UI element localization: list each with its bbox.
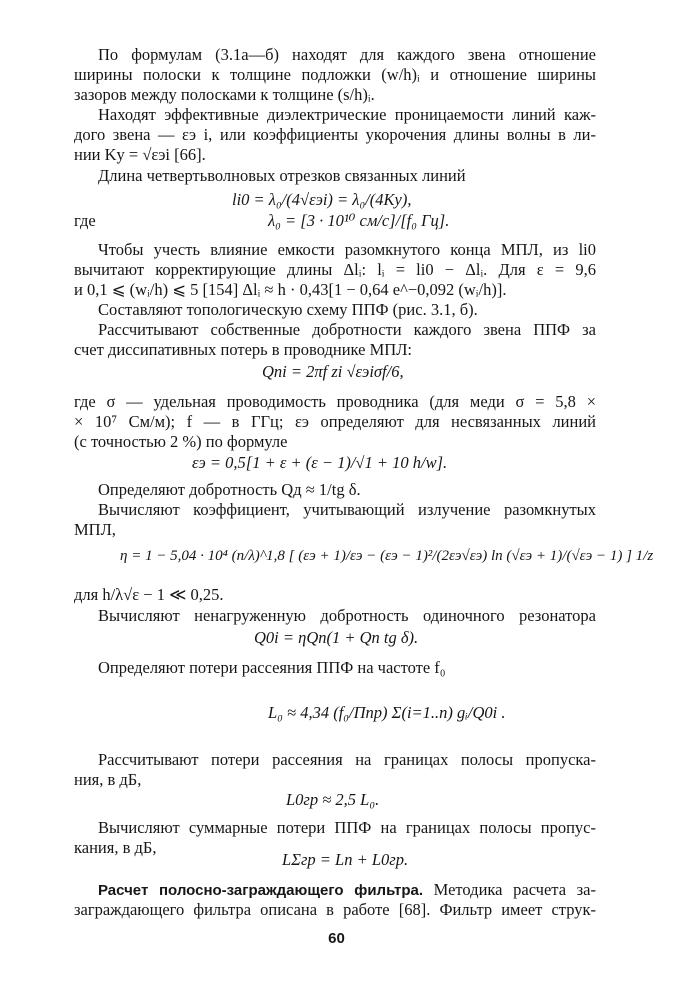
text-line: По формулам (3.1а—б) находят для каждого звена отношение [98,45,596,64]
text-line: нии Kу = √εэi [66]. [74,145,206,164]
formula-lambda0: λ₀ = [3 · 10¹⁰ см/с]/[f₀ Гц]. [268,211,450,230]
text-line: ния, в дБ, [74,770,142,789]
formula-l-0gr: L0гр ≈ 2,5 L₀. [286,790,380,809]
formula-l-sum: LΣгр = Ln + L0гр. [282,850,409,869]
text-line: вычитают корректирующие длины Δlᵢ: lᵢ = li0 − Δlᵢ. Для ε = 9,6 [74,260,596,279]
text-line: Рассчитывают потери рассеяния на границах полосы пропуска- [98,750,596,769]
text-line: зазоров между полосками к толщине (s/h)ᵢ. [74,85,375,104]
text-line: Составляют топологическую схему ППФ (рис. 3.1, б). [98,300,478,319]
text-line: кания, в дБ, [74,838,157,857]
text-line: ширины полоски к толщине подложки (w/h)ᵢ и отношение ширины [74,65,596,84]
text-line: Длина четвертьволновых отрезков связанных линий [98,166,466,185]
text-line: Определяют потери рассеяния ППФ на частоте f₀ [98,658,446,677]
text-line: счет диссипативных потерь в проводнике МПЛ: [74,340,412,359]
text-line [74,880,596,901]
text-line: Чтобы учесть влияние емкости разомкнутого конца МПЛ, из li0 [98,240,596,259]
formula-eta: η = 1 − 5,04 · 10⁴ (n/λ)^1,8 [ (εэ + 1)/εэ − (εэ − 1)²/(2εэ√εэ) ln (√εэ + 1)/(√εэ − 1) ] 1/z [120,548,654,564]
text-line: и 0,1 ⩽ (wᵢ/h) ⩽ 5 [154] Δlᵢ ≈ h · 0,43[1 − 0,64 e^−0,092 (wᵢ/h)]. [74,280,507,299]
formula-l-i0: li0 = λ₀/(4√εэi) = λ₀/(4Kу), [232,190,412,209]
text-line: для h/λ√ε − 1 ≪ 0,25. [74,585,224,604]
heading-tail: Методика расчета за- [423,880,597,899]
text-line: где [74,211,96,230]
formula-q-0i: Q0i = ηQп(1 + Qп tg δ). [254,628,419,647]
page-number: 60 [328,930,345,947]
text-line: Рассчитывают собственные добротности каждого звена ППФ за [98,320,596,339]
text-line: где σ — удельная проводимость проводника (для меди σ = 5,8 × [74,392,596,411]
text-line: дого звена — εэ i, или коэффициенты укорочения длины волны в ли- [74,125,596,144]
text-line: Вычисляют коэффициент, учитывающий излучение разомкнутых [98,500,596,519]
text-line: (с точностью 2 %) по формуле [74,432,288,451]
formula-q-pi: Qпi = 2πf zi √εэiσf/6, [262,362,404,381]
text-line: × 10⁷ См/м); f — в ГГц; εэ определяют для несвязанных линий [74,412,596,431]
text-line: Вычисляют суммарные потери ППФ на границах полосы пропус- [98,818,596,837]
text-line: МПЛ, [74,520,116,539]
text-line: Вычисляют ненагруженную добротность одиночного резонатора [98,606,596,625]
text-line: Определяют добротность Qд ≈ 1/tg δ. [98,480,361,499]
section-heading: Расчет полосно-заграждающего фильтра. [98,882,424,899]
text-line: заграждающего фильтра описана в работе [68]. Фильтр имеет струк- [74,900,596,919]
text-line: Находят эффективные диэлектрические проницаемости линий каж- [98,105,596,124]
formula-eps-e: εэ = 0,5[1 + ε + (ε − 1)/√1 + 10 h/w]. [192,453,448,472]
formula-l-0: L₀ ≈ 4,34 (f₀/Ппр) Σ(i=1..n) gᵢ/Q0i . [268,703,506,722]
